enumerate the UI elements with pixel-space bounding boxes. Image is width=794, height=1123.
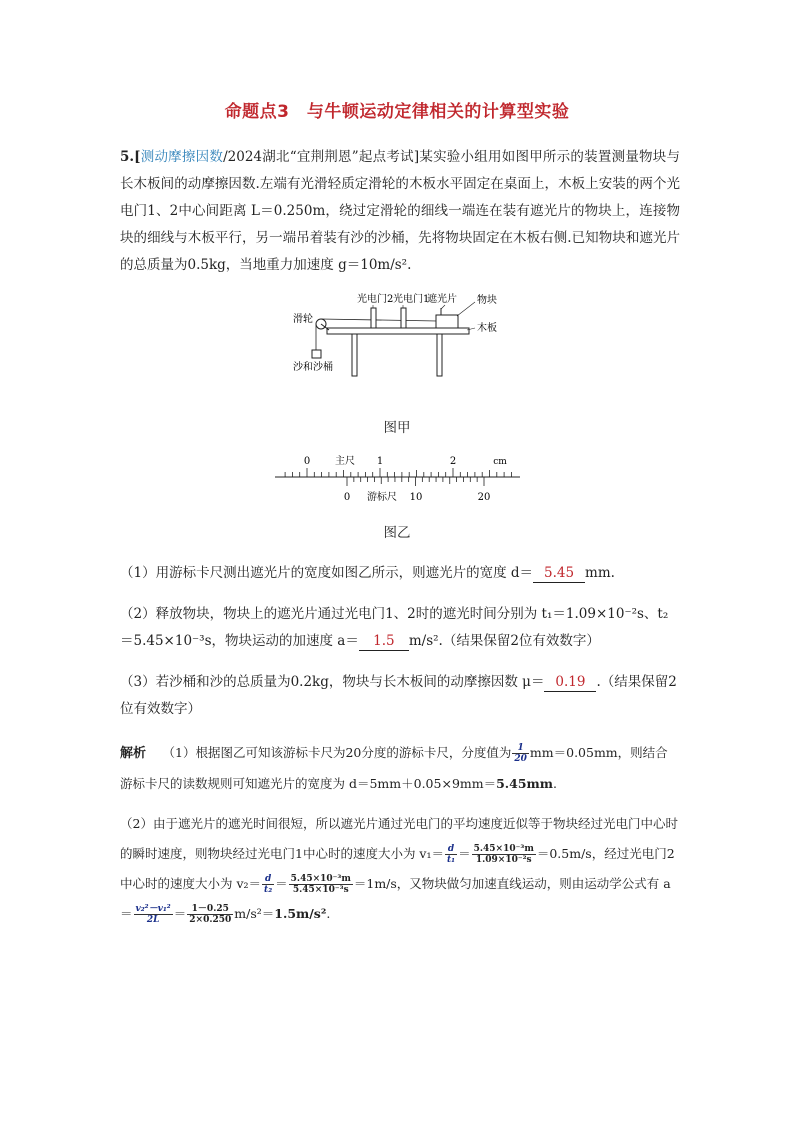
label-bucket: 沙和沙桶 — [293, 362, 333, 373]
problem-tag-link[interactable]: 测动摩擦因数 — [140, 149, 224, 165]
q3-answer: 0.19 — [544, 673, 596, 692]
board — [327, 328, 469, 334]
q1-answer: 5.45 — [533, 564, 585, 583]
table-leg-right — [437, 334, 442, 376]
section-title: 命题点3 与牛顿运动定律相关的计算型实验 — [224, 102, 570, 122]
problem-text: 某实验小组用如图甲所示的装置测量物块与长木板间的动摩擦因数.左端有光滑轻质定滑轮的木板水平固定在桌面上，木板上安装的两个光电门1、2中心间距离 L＝0.250m，绕过定滑轮的细线一端连在装有遮光片的物块上，连接物块的细线与木板平行，另一端吊着装有沙的沙桶，先将物块固定在木板右侧.已知物块和遮光片的总质量为0.5kg，当地重力加速度 g＝10m/s². — [120, 149, 681, 273]
analysis-p2-result: 1.5m/s² — [274, 906, 327, 921]
analysis-part-1 — [120, 738, 680, 799]
main-tick-label-2: 2 — [449, 456, 457, 467]
photogate-2 — [371, 308, 376, 328]
label-shutter: 遮光片 — [427, 294, 457, 305]
figure-apparatus — [285, 288, 515, 378]
fraction-v1-values: $\frac{\text{5.45×10⁻³m}}{\text{1.09×10⁻²s}}$ — [473, 844, 534, 865]
question-3 — [120, 669, 680, 723]
fraction-d-t2: $\frac{d}{\text{t₂}}$ — [264, 874, 273, 895]
q2-answer: 1.5 — [359, 632, 409, 651]
vernier-tick-label-10: 10 — [409, 492, 423, 503]
q2-text: （2）释放物块，物块上的遮光片通过光电门1、2时的遮光时间分别为 t₁＝1.09×10⁻²s、t₂＝5.45×10⁻³s，物块运动的加速度 a＝ — [120, 606, 669, 649]
fraction-1-20: $\frac{1}{20}$ — [514, 743, 527, 764]
fraction-kinematics: $\frac{\text{v₂²－v₁²}}{2L}$ — [135, 904, 171, 925]
problem-source: /2024湖北“宜荆荆恩”起点考试] — [223, 149, 420, 165]
fraction-v2-values: $\frac{\text{5.45×10⁻³m}}{\text{5.45×10⁻³s}}$ — [290, 874, 351, 895]
analysis-p1-result: 5.45mm — [496, 776, 554, 791]
question-1 — [120, 560, 680, 587]
caption-figure-a: 图甲 — [383, 420, 411, 436]
main-scale-label: 主尺 — [335, 456, 355, 467]
question-2 — [120, 601, 680, 655]
fraction-acceleration-values: $\frac{1-0.25}{2\times 0.250}$ — [189, 904, 232, 925]
label-gate1: 光电门1 — [393, 294, 430, 305]
q3-text: （3）若沙桶和沙的总质量为0.2kg，物块与长木板间的动摩擦因数 μ＝ — [120, 674, 545, 690]
table-leg-left — [352, 334, 357, 376]
problem-statement — [120, 144, 680, 279]
q3-unit: .（结果保留2位有效数字） — [120, 674, 677, 717]
analysis-part-2: （2）由于遮光片的遮光时间很短，所以遮光片通过光电门的平均速度近似等于物块经过光电门中心时的瞬时速度，则物块经过光电门1中心时的速度大小为 v₁＝ $\frac{d}{\text{t₁}}$ ＝ $\frac{\text{5.45×10⁻³m}}{\text{1.09×10⁻²s}}$ ＝0.5m/s，经过光电门2中心时的速度大小为 v₂＝ $\frac{d}{\text{t₂}}$ ＝ $\frac{\text{5.45×10⁻³m}}{\text{5.45×10⁻³s}}$ ＝1m/s，又物块做匀加速直线运动，则由运动学公式有 a＝ $\frac{\text{v₂²－v₁²}}{2L}$ ＝ $\frac{1-0.25}{2\times 0.250}$ m/s²＝1.5m/s². — [120, 816, 678, 925]
main-tick-label-0: 0 — [303, 456, 311, 467]
main-tick-label-1: 1 — [376, 456, 384, 467]
block — [436, 315, 458, 328]
vernier-tick-label-0: 0 — [343, 492, 351, 503]
label-gate2: 光电门2 — [357, 294, 394, 305]
q2-unit: m/s².（结果保留2位有效数字） — [408, 633, 600, 649]
analysis-p2-end: . — [326, 906, 331, 921]
string-horizontal — [321, 319, 437, 321]
q1-text: （1）用游标卡尺测出遮光片的宽度如图乙所示，则遮光片的宽度 d＝ — [120, 565, 534, 581]
unit-label: cm — [493, 457, 507, 467]
analysis-p2-c: ＝1m/s，又物块做匀加速直线运动，则由运动学公式有 a＝ — [120, 876, 671, 921]
label-board: 木板 — [477, 323, 497, 334]
analysis-p1-end: . — [553, 776, 557, 791]
analysis-p1-c: 则结合游标卡尺的读数规则可知遮光片的宽度为 d＝5mm＋0.05×9mm＝ — [120, 745, 668, 791]
vernier-scale-label: 游标尺 — [367, 492, 397, 503]
fraction-d-t1: $\frac{d}{\text{t₁}}$ — [447, 844, 456, 865]
analysis-p2-b: ＝0.5m/s，经过光电门2中心时的速度大小为 v₂＝ — [120, 846, 675, 891]
sand-bucket — [312, 350, 321, 358]
photogate-1 — [401, 308, 406, 328]
vernier-tick-label-20: 20 — [477, 492, 491, 503]
analysis-p2-a: （2）由于遮光片的遮光时间很短，所以遮光片通过光电门的平均速度近似等于物块经过光电门中心时的瞬时速度，则物块经过光电门1中心时的速度大小为 v₁＝ — [120, 816, 678, 861]
analysis-p1-a: （1）根据图乙可知该游标卡尺为20分度的游标卡尺，分度值为 — [162, 745, 512, 760]
analysis-p1-b: mm＝0.05mm， — [529, 745, 631, 760]
q1-unit: mm. — [585, 565, 615, 581]
figure-vernier — [270, 450, 530, 510]
analysis-label: 解析 — [120, 746, 147, 761]
label-pulley: 滑轮 — [293, 314, 313, 325]
label-block: 物块 — [477, 295, 497, 306]
caption-figure-b: 图乙 — [383, 525, 411, 541]
problem-number: 5.[ — [120, 149, 141, 165]
analysis-p2-d: m/s²＝ — [234, 906, 275, 921]
